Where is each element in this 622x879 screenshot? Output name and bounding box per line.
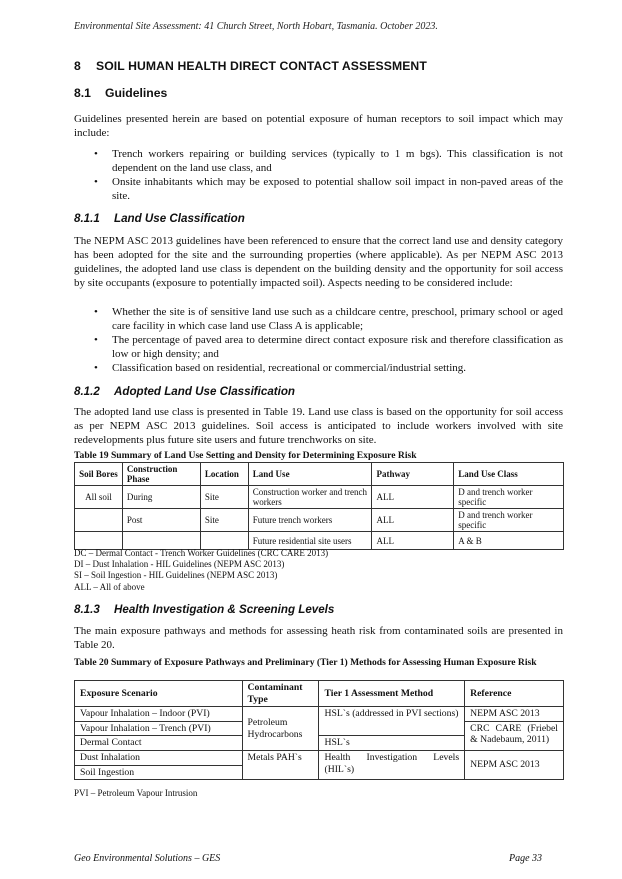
health-text: The main exposure pathways and methods for assessing heath risk from contaminated soils are presented in Table 20. [74, 625, 563, 651]
column-header: Construction Phase [122, 463, 200, 486]
table-cell: Site [200, 509, 248, 532]
table-cell: Vapour Inhalation – Indoor (PVI) [75, 707, 243, 722]
land-use-bullet-list [74, 306, 563, 377]
table-19 [74, 462, 564, 550]
table-20 [74, 680, 564, 780]
table-note: DI – Dust Inhalation - HIL Guidelines (NEPM ASC 2013) [74, 559, 285, 570]
table-cell: Metals PAH`s [242, 750, 319, 779]
table-cell: D and trench worker specific [454, 486, 564, 509]
table-header-row [75, 681, 564, 707]
table-note: ALL – All of above [74, 581, 145, 592]
table-cell: Future residential site users [248, 532, 372, 550]
bullet-icon: • [94, 148, 98, 160]
column-header: Land Use Class [454, 463, 564, 486]
table-cell [200, 532, 248, 550]
column-header: Reference [465, 681, 564, 707]
table-cell: HSL`s (addressed in PVI sections) [319, 707, 465, 736]
bullet-icon: • [94, 334, 98, 347]
table-cell: Health Investigation Levels (HIL`s) [319, 750, 465, 779]
table-row [75, 486, 564, 509]
table-row [75, 509, 564, 532]
column-header: Land Use [248, 463, 372, 486]
list-item: • Whether the site is of sensitive land use such as a childcare centre, preschool, primary school or aged care facility in which case land use Class A is applicable; [94, 306, 563, 332]
bullet-icon: • [94, 306, 98, 318]
table-cell: Dermal Contact [75, 736, 243, 751]
table20-note: PVI – Petroleum Vapour Intrusion [74, 788, 198, 798]
table-cell: Soil Ingestion [75, 765, 243, 780]
table-note: DC – Dermal Contact - Trench Worker Guidelines (CRC CARE 2013) [74, 548, 329, 558]
guidelines-intro: Guidelines presented herein are based on potential exposure of human receptors to soil impact which may include: [74, 113, 563, 139]
table-cell: Vapour Inhalation – Trench (PVI) [75, 721, 243, 736]
section-title: SOIL HUMAN HEALTH DIRECT CONTACT ASSESSMENT [96, 59, 427, 73]
subsection-heading-guidelines [74, 86, 167, 100]
table-cell: NEPM ASC 2013 [465, 750, 564, 779]
table-cell: Future trench workers [248, 509, 372, 532]
list-item: • Classification based on residential, recreational or commercial/industrial setting. [94, 362, 467, 375]
table-cell: Construction worker and trench workers [248, 486, 372, 509]
column-header: Tier 1 Assessment Method [319, 681, 465, 707]
table-cell: D and trench worker specific [454, 509, 564, 532]
table-cell [75, 532, 123, 550]
column-header: Pathway [372, 463, 454, 486]
heading-health-investigation: 8.1.3 Health Investigation & Screening Levels [74, 603, 335, 616]
list-item: • Onsite inhabitants which may be exposed to potential shallow soil impact in non-paved areas of the site. [94, 176, 563, 202]
guidelines-bullet-list [74, 148, 563, 204]
table-cell: All soil [75, 486, 123, 509]
table-cell [75, 509, 123, 532]
footer-page-number: Page 33 [509, 853, 543, 864]
table-header-row [75, 463, 564, 486]
table-cell: A & B [454, 532, 564, 550]
table-row [75, 750, 564, 765]
table-cell: ALL [372, 532, 454, 550]
section-number: 8 [74, 59, 81, 73]
adopted-text: The adopted land use class is presented in Table 19. Land use class is based on the opportunity for soil access as per NEPM ASC 2013 guidelines. Soil access is anticipated to include workers involved with site redevelopments plus future site users and future trenchworks on site. [74, 406, 563, 446]
table-cell: NEPM ASC 2013 [465, 707, 564, 722]
table-cell: Dust Inhalation [75, 750, 243, 765]
running-header: Environmental Site Assessment: 41 Church Street, North Hobart, Tasmania. October 2023. [74, 21, 438, 32]
subsection-number: 8.1 [74, 86, 91, 100]
table-cell [122, 532, 200, 550]
table-cell: ALL [372, 509, 454, 532]
column-header: Location [200, 463, 248, 486]
table-cell: Petroleum Hydrocarbons [242, 707, 319, 751]
table-cell: During [122, 486, 200, 509]
table-note: SI – Soil Ingestion - HIL Guidelines (NEPM ASC 2013) [74, 570, 278, 581]
list-item: • The percentage of paved area to determine direct contact exposure risk and therefore classification as low or high density; and [94, 334, 563, 360]
table-cell: Site [200, 486, 248, 509]
table-cell: Post [122, 509, 200, 532]
footer-company: Geo Environmental Solutions – GES [74, 853, 221, 864]
subsection-title: Guidelines [105, 86, 168, 100]
table-row [75, 532, 564, 550]
heading-adopted-land-use: 8.1.2 Adopted Land Use Classification [74, 385, 296, 398]
table20-caption: Table 20 Summary of Exposure Pathways and Preliminary (Tier 1) Methods for Assessing Human Exposure Risk [74, 657, 537, 668]
table19-notes [74, 548, 328, 593]
column-header: Soil Bores [75, 463, 123, 486]
table19-caption: Table 19 Summary of Land Use Setting and Density for Determining Exposure Risk [74, 450, 417, 461]
bullet-icon: • [94, 176, 98, 189]
table-cell: CRC CARE (Friebel & Nadebaum, 2011) [465, 721, 564, 750]
bullet-icon: • [94, 362, 98, 375]
list-item: • Trench workers repairing or building services (typically to 1 m bgs). This classification is not dependent on the land use class, and [94, 148, 563, 174]
column-header: Contaminant Type [242, 681, 319, 707]
heading-land-use-classification: 8.1.1 Land Use Classification [74, 212, 245, 225]
section-heading [74, 59, 427, 73]
land-use-text: The NEPM ASC 2013 guidelines have been referenced to ensure that the correct land use and density category has been adopted for the site and the surrounding properties (where applicable). As per NEPM ASC 2013 guidelines, the adopted land use class is dependent on the building density and the opportunity for soil access by site occupants (exposure to potentially impacted soil). Aspects needing to be considered include: [74, 235, 563, 289]
table-cell: HSL`s [319, 736, 465, 751]
column-header: Exposure Scenario [75, 681, 243, 707]
table-row [75, 707, 564, 722]
table-cell: ALL [372, 486, 454, 509]
